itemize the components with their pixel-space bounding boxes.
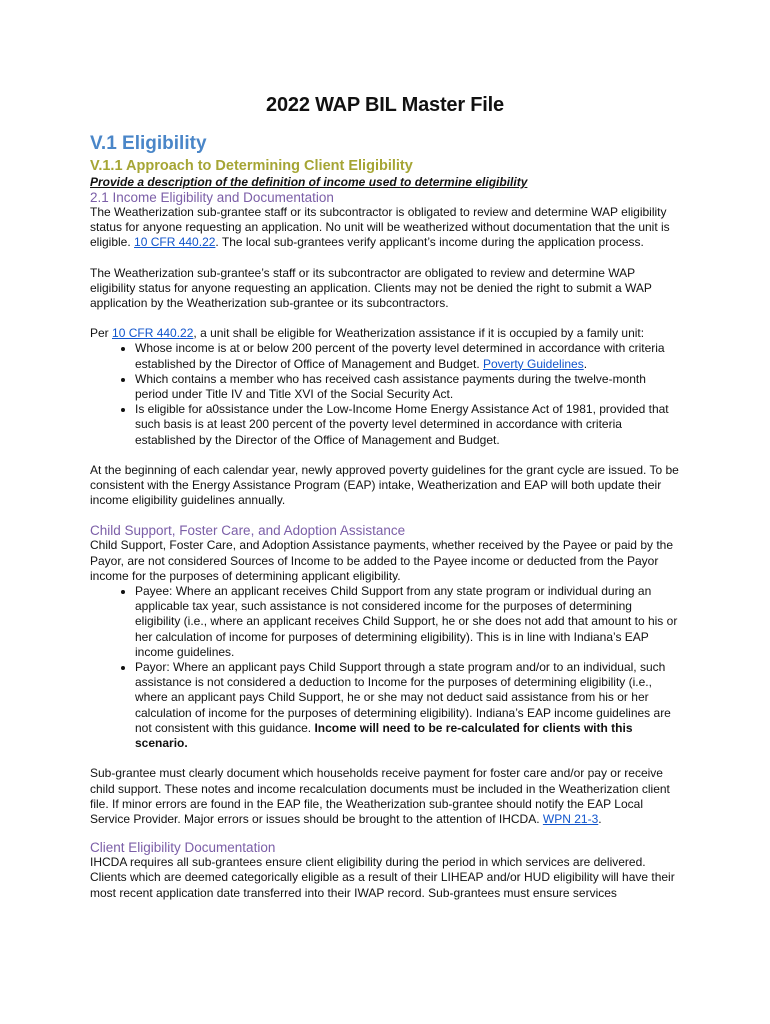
document-title: 2022 WAP BIL Master File — [266, 94, 504, 116]
text: . The local sub-grantees verify applicant’s income during the application process. — [215, 235, 644, 250]
heading-approach: V.1.1 Approach to Determining Client Eligibility — [90, 158, 413, 174]
heading-client-documentation: Client Eligibility Documentation — [90, 840, 276, 856]
cfr-link[interactable]: 10 CFR 440.22 — [112, 326, 194, 341]
subheading-income-definition: Provide a description of the definition of income used to determine eligibility — [90, 175, 528, 189]
paragraph-income-4: At the beginning of each calendar year, newly approved poverty guidelines for the grant cycle are issued. To be consistent with the Energy Assistance Program (EAP) intake, Weatherization and EAP will both update their income eligibility guidelines annually. — [90, 462, 679, 508]
heading-income-eligibility: 2.1 Income Eligibility and Documentation — [90, 190, 334, 205]
list-item: • Is eligible for a0ssistance under the Low-Income Home Energy Assistance Act of 1981, provided that such basis is at least 200 percent of the poverty level determined in accordance with criteria established by the Director of the Office of Management and Budget. — [135, 402, 680, 448]
bold-note: Income will need to be re-calculated for clients with this scenario. — [135, 720, 633, 751]
list-item: • Payee: Where an applicant receives Child Support from any state program or individual during an applicable tax year, such assistance is not considered income for the purposes of determining eligibility (i.e., where an applicant receives Child Support, he or she does not add that amount to his or her calculation of income for purposes of determining eligibility). This is in line with Indiana’s EAP income guidelines. — [135, 584, 680, 660]
document-content — [90, 94, 680, 901]
text: . — [598, 811, 602, 826]
text: Sub-grantee must clearly document which households receive payment for foster care and/or pay or receive child support. These notes and income recalculation documents must be included in the Weatherization client file. If minor errors are found in the EAP file, the Weatherization sub-grantee should notify the EAP Local Service Provider. Major errors or issues should be brought to the attention of IHCDA. — [90, 766, 670, 826]
poverty-guidelines-link[interactable]: Poverty Guidelines — [482, 356, 584, 371]
text: Payor: Where an applicant pays Child Support through a state program and/or to an individual, such assistance is not considered a deduction to Income for the purposes of determining eligibility (i.e., where an applicant pays Child Support, he or she may not deduct said assistance from his or her calculation of income for the purposes of determining eligibility). Indiana’s EAP income guidelines are not consistent with this guidance. — [135, 660, 671, 735]
heading-child-support: Child Support, Foster Care, and Adoption Assistance — [90, 523, 406, 539]
text: Per — [90, 326, 113, 341]
paragraph-income-3 — [90, 326, 680, 341]
cfr-link[interactable]: 10 CFR 440.22 — [134, 235, 216, 250]
text: Whose income is at or below 200 percent of the poverty level determined in accordance with criteria established by the Director of Office of Management and Budget. — [135, 341, 665, 371]
paragraph-income-2: The Weatherization sub-grantee’s staff or its subcontractor are obligated to review and determine WAP eligibility status for anyone requesting an application. Clients may not be denied the right to submit a WAP application by the Weatherization sub-grantee or its subcontractors. — [90, 265, 652, 311]
text: The Weatherization sub-grantee staff or its subcontractor is obligated to review and determine WAP eligibility status for anyone requesting an application. No unit will be weatherized without documentation that the unit is eligible. — [90, 205, 670, 250]
paragraph-client-1: IHCDA requires all sub-grantees ensure client eligibility during the period in which services are delivered. Clients which are deemed categorically eligible as a result of their LIHEAP and/or HUD eligibility will have their most recent application date transferred into their IWAP record. Sub-grantees must ensure services — [90, 855, 675, 900]
list-item — [135, 660, 680, 751]
paragraph-child-1: Child Support, Foster Care, and Adoption Assistance payments, whether received by the Payee or paid by the Payor, are not considered Sources of Income to be added to the Payee income or deducted from the Payor income for the purposes of determining applicant eligibility. — [90, 538, 674, 583]
paragraph-income-1 — [90, 205, 680, 251]
list-item: • Which contains a member who has received cash assistance payments during the twelve-month period under Title IV and Title XVI of the Social Security Act. — [135, 372, 680, 402]
eligibility-list — [90, 341, 680, 447]
child-support-list — [90, 584, 680, 751]
wpn-link[interactable]: WPN 21-3 — [542, 811, 599, 826]
paragraph-child-2 — [90, 766, 680, 827]
list-item — [135, 341, 680, 371]
text: . — [583, 356, 588, 371]
text: , a unit shall be eligible for Weatherization assistance if it is occupied by a family unit: — [193, 326, 645, 341]
heading-eligibility: V.1 Eligibility — [90, 133, 207, 154]
